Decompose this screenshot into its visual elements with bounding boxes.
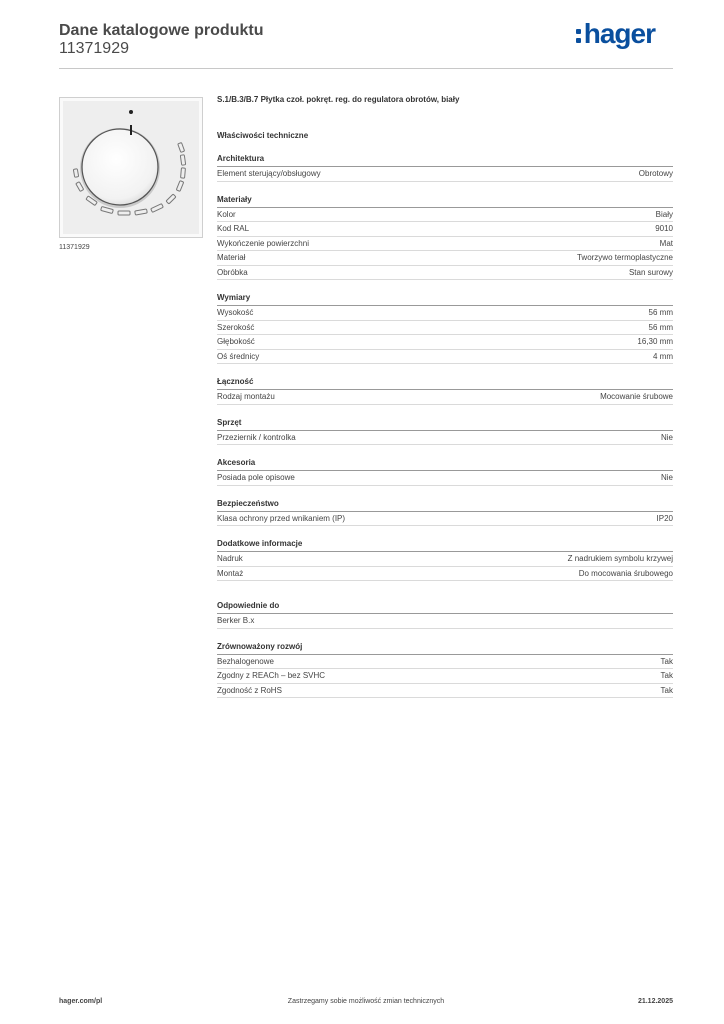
spec-row (217, 266, 673, 281)
spec-value: Stan surowy (628, 267, 673, 277)
spec-value: Mocowanie śrubowe (600, 392, 673, 401)
spec-label: Zgodny z REACh – bez SVHC (217, 671, 326, 680)
spec-row (217, 237, 673, 252)
spec-row (217, 222, 673, 237)
spec-label: Rodzaj montażu (217, 392, 275, 401)
spec-value: Z nadrukiem symbolu krzywej (567, 554, 673, 563)
spec-label: Obróbka (217, 267, 248, 277)
section-zrownowazony-rozwoj (217, 641, 673, 699)
spec-value: 56 mm (648, 308, 673, 317)
product-name: S.1/B.3/B.7 Płytka czoł. pokręt. reg. do regulatora obrotów, biały (217, 95, 460, 104)
spec-label: Posiada pole opisowe (217, 473, 295, 482)
spec-value: Tworzywo termoplastyczne (576, 253, 673, 262)
footer-disclaimer: Zastrzegamy sobie możliwość zmian technicznych (287, 998, 445, 1005)
spec-value: Biały (655, 209, 673, 219)
spec-row (217, 321, 673, 336)
product-details (217, 95, 673, 698)
spec-value: Nie (660, 432, 673, 442)
spec-row (217, 614, 673, 629)
section-bezpieczenstwo (217, 498, 673, 527)
section-title: Dodatkowe informacje (217, 538, 673, 552)
spec-row (217, 335, 673, 350)
product-image (59, 97, 203, 238)
spec-row (217, 306, 673, 321)
spec-row (217, 655, 673, 670)
spec-label: Szerokość (217, 322, 255, 332)
section-dodatkowe-informacje (217, 538, 673, 581)
spec-label: Kod RAL (217, 224, 250, 233)
section-title: Wymiary (217, 292, 673, 306)
section-lacznosc (217, 376, 673, 405)
spec-row (217, 552, 673, 567)
spec-label: Głębokość (217, 337, 255, 346)
footer-date: 21.12.2025 (637, 998, 673, 1005)
spec-row (217, 208, 673, 223)
spec-value: Tak (660, 656, 673, 666)
section-title: Zrównoważony rozwój (217, 641, 673, 655)
rotary-dimmer-plate-image (60, 98, 202, 237)
spec-label: Berker B.x (217, 616, 255, 625)
footer-website-link[interactable]: hager.com/pl (59, 998, 103, 1005)
spec-value: Obrotowy (638, 169, 673, 178)
spec-value: 16,30 mm (637, 337, 673, 346)
spec-row (217, 390, 673, 405)
spec-row (217, 669, 673, 684)
section-title: Materiały (217, 194, 673, 208)
technical-properties-heading: Właściwości techniczne (217, 131, 309, 140)
section-title: Akcesoria (217, 457, 673, 471)
spec-value: Tak (660, 685, 673, 695)
section-materialy (217, 194, 673, 281)
spec-label: Przeziernik / kontrolka (217, 432, 296, 442)
section-odpowiednie-do (217, 600, 673, 629)
spec-row (217, 167, 673, 182)
section-architektura (217, 153, 673, 182)
section-sprzet (217, 417, 673, 446)
product-number: 11371929 (59, 40, 129, 57)
spec-value: Mat (659, 238, 673, 248)
spec-label: Kolor (217, 209, 236, 219)
page-footer (59, 998, 673, 1010)
section-title: Łączność (217, 376, 673, 390)
document-title: Dane katalogowe produktu (59, 22, 264, 39)
section-title: Bezpieczeństwo (217, 498, 673, 512)
spec-label: Wykończenie powierzchni (217, 238, 309, 248)
page-header (59, 20, 673, 69)
section-akcesoria (217, 457, 673, 486)
spec-row (217, 350, 673, 365)
spec-row (217, 431, 673, 446)
hager-logo (576, 20, 655, 48)
spec-label: Element sterujący/obsługowy (217, 169, 321, 178)
section-title: Odpowiednie do (217, 600, 673, 614)
spec-value: 56 mm (648, 322, 673, 332)
spec-value: Do mocowania śrubowego (578, 568, 673, 578)
spec-label: Wysokość (217, 308, 254, 317)
spec-value: Nie (660, 473, 673, 482)
spec-label: Klasa ochrony przed wnikaniem (IP) (217, 513, 346, 523)
spec-value: IP20 (656, 513, 673, 523)
spec-value: Tak (660, 671, 673, 680)
logo-text: hager (583, 18, 655, 49)
section-title: Architektura (217, 153, 673, 167)
spec-value: 9010 (655, 224, 673, 233)
spec-label: Nadruk (217, 554, 243, 563)
spec-row (217, 567, 673, 582)
spec-label: Materiał (217, 253, 246, 262)
section-title: Sprzęt (217, 417, 673, 431)
spec-value: 4 mm (653, 351, 673, 361)
image-caption: 11371929 (59, 244, 90, 251)
logo-dots-icon (576, 29, 581, 43)
spec-row (217, 512, 673, 527)
spec-row (217, 251, 673, 266)
spec-label: Oś średnicy (217, 351, 260, 361)
spec-label: Montaż (217, 568, 244, 578)
spec-row (217, 684, 673, 699)
section-wymiary (217, 292, 673, 364)
spec-label: Zgodność z RoHS (217, 685, 282, 695)
spec-label: Bezhalogenowe (217, 656, 274, 666)
spec-row (217, 471, 673, 486)
